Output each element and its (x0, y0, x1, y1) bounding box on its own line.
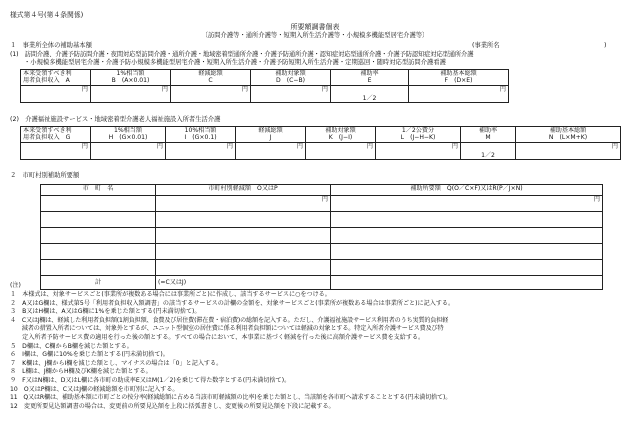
header-municipality: 市 町 名 (41, 185, 156, 196)
input-cell-b[interactable]: 円 (91, 86, 171, 103)
subsidy-cell[interactable] (331, 244, 603, 260)
subsidy-cell[interactable] (331, 212, 603, 228)
header-cell-k: 補助対象額 K (J−I) (306, 127, 376, 143)
note-item: 11 Q又はR欄は、補助基本額に市町ごとの按分率(軽減総額に占める当該市町軽減額の比率)を乗じた額とし、当該額を各市町へ請求することとする(円未満切捨て)。 (10, 394, 452, 402)
section1-sub1-line2: ・小規模多機能型居宅介護・介護予防小規模多機能型居宅介護・短期入所生活介護・介護予防短期入所生活介護・定期巡回・随時対応型訪問介護看護 (24, 59, 446, 66)
header-cell-n: 補助基本総額 N (L×M+K) (516, 127, 621, 143)
header-cell-g: 本来受領すべき利 用者負担収入 G (21, 127, 91, 143)
document-subtitle: 〔訪問介護等・通所介護等・短期入所生活介護等・小規模多機能型居宅介護等〕 (201, 32, 429, 39)
section3-heading: ２ 市町村別補助所要額 (10, 172, 80, 179)
rate-cell-e: 1／2 (331, 86, 409, 103)
notes-heading: (注) (10, 282, 21, 289)
municipality-name-cell[interactable] (41, 244, 156, 260)
total-subsidy-cell[interactable] (331, 276, 603, 290)
header-cell-h: 1%相当額 H (G×0.01) (91, 127, 166, 143)
note-item: ９ F又はN欄は、D又はL欄に各市町の助成率E又はM(1／2)を乗じて得た数字とする(円未満切捨て)。 (10, 376, 291, 384)
reduction-cell[interactable] (156, 212, 331, 228)
section1-sub1-line1: (1) 訪問介護、介護予防訪問介護・夜間対応型訪問介護・通所介護・地域密着型通所介護・介護予防通所介護・認知症対応型通所介護・介護予防認知症対応型通所介護 (10, 51, 474, 58)
input-cell-h[interactable]: 円 (91, 143, 166, 160)
input-cell-f[interactable]: 円 (409, 86, 509, 103)
notes-list (10, 291, 622, 411)
table-subsidy-base (20, 69, 509, 103)
input-cell-g[interactable]: 円 (21, 143, 91, 160)
form-label: 様式第４号(第４条関係) (10, 11, 84, 19)
document-title: 所要額調書個表 (290, 23, 340, 31)
header-cell-c: 軽減総額 C (171, 70, 251, 86)
total-label: 計 (41, 276, 156, 290)
input-cell-a[interactable]: 円 (21, 86, 91, 103)
input-cell-i[interactable]: 円 (166, 143, 236, 160)
input-cell-d[interactable]: 円 (251, 86, 331, 103)
municipality-name-cell[interactable] (41, 196, 156, 212)
municipality-name-cell[interactable] (41, 212, 156, 228)
note-item: １ 本様式は、対象サービスごと(事業所が複数ある場合には事業所ごと)に作成し、該当するサービスに○をつける。 (10, 291, 331, 298)
note-item: ４ C又はJ欄は、軽減した利用者負担額(1割負担額、食費及び居住費(滞在費・宿泊費)の総額を記入する。ただし、介護福祉施設サービス利用者のうち実質的負担軽 (10, 316, 449, 324)
input-cell-k[interactable]: 円 (306, 143, 376, 160)
note-item: 10 O又はP欄は、C又はJ欄の軽減総額を市町別に記入する。 (10, 385, 179, 393)
header-cell-b: 1%相当額 B (A×0.01) (91, 70, 171, 86)
input-cell-j[interactable]: 円 (236, 143, 306, 160)
reduction-cell[interactable] (156, 228, 331, 244)
header-municipal-reduction: 市町村別軽減額 O又はP (156, 185, 331, 196)
header-cell-a: 本来受領すべき利 用者負担収入 A (21, 70, 91, 86)
note-item: ２ A又はG欄は、様式第5号「利用者負担収入額調書」の該当するサービスの計欄の金額を、対象サービスごと(事業所が複数ある場合は事業所ごと)に記入する。 (10, 299, 455, 307)
note-item: 12 変更所要見込額調書の場合は、変更前の所要見込額を上段に括弧書きし、変更後の所要見込額を下段に記載する。 (10, 402, 335, 410)
header-cell-d: 補助対象額 D (C−B) (251, 70, 331, 86)
note-item: ６ I欄は、G欄に10%を乗じた額とする(円未満切捨て)。 (10, 351, 169, 359)
input-cell-n[interactable]: 円 (516, 143, 621, 160)
municipality-name-cell[interactable] (41, 260, 156, 276)
section1-heading: １ 事業所全体の補助基本額 (10, 42, 92, 49)
subsidy-cell[interactable] (331, 228, 603, 244)
note-item: 定入所者予防サービス費の適用を行った後の額とする。すべての場合において、本事業に基づく軽減を行った後に高額介護サービス費を支給する。 (10, 333, 425, 341)
municipality-name-cell[interactable] (41, 228, 156, 244)
total-reduction-cell[interactable]: (=C又はJ) (156, 276, 331, 290)
subsidy-cell[interactable] (331, 260, 603, 276)
input-cell-c[interactable]: 円 (171, 86, 251, 103)
note-item: 減者の措置入所者については、対象外とするが、ユニット型個室の居住費に係る利用者負担額については軽減の対象とする。特定入所者介護サービス費及び特 (10, 325, 444, 333)
office-name-close: ) (604, 42, 607, 49)
reduction-cell[interactable] (156, 244, 331, 260)
header-required-subsidy: 補助所要額 Q(O／C×F)又はR(P／J×N) (331, 185, 603, 196)
header-cell-m: 補助率 M (461, 127, 516, 143)
header-cell-i: 10%相当額 I (G×0.1) (166, 127, 236, 143)
subsidy-cell[interactable]: 円 (331, 196, 603, 212)
header-cell-l: 1／2公費分 L (J−H−K) (376, 127, 461, 143)
note-item: ８ L欄は、J欄からH欄及びK欄を減じた額とする。 (10, 368, 152, 376)
header-cell-j: 軽減総額 J (236, 127, 306, 143)
note-item: ５ D欄は、C欄からB欄を減じた額とする。 (10, 342, 133, 350)
header-cell-f: 補助基本総額 F (D×E) (409, 70, 509, 86)
table-municipality (40, 184, 603, 290)
table-welfare-facility (20, 126, 621, 160)
header-cell-e: 補助率 E (331, 70, 409, 86)
reduction-cell[interactable]: 円 (156, 196, 331, 212)
note-item: ７ K欄は、J欄からI欄を減じた額とし、マイナスの場合は「0」と記入する。 (10, 359, 223, 367)
office-name-label: (事業所名 (472, 42, 500, 49)
rate-cell-m: 1／2 (461, 143, 516, 160)
input-cell-l[interactable]: 円 (376, 143, 461, 160)
reduction-cell[interactable] (156, 260, 331, 276)
section2-heading: (2) 介護福祉施設サービス・地域密着型介護老人福祉施設入所者生活介護 (10, 116, 221, 123)
note-item: ３ B又はH欄は、A又はG欄に1%を乗じた額とする(円未満切捨て)。 (10, 308, 201, 316)
